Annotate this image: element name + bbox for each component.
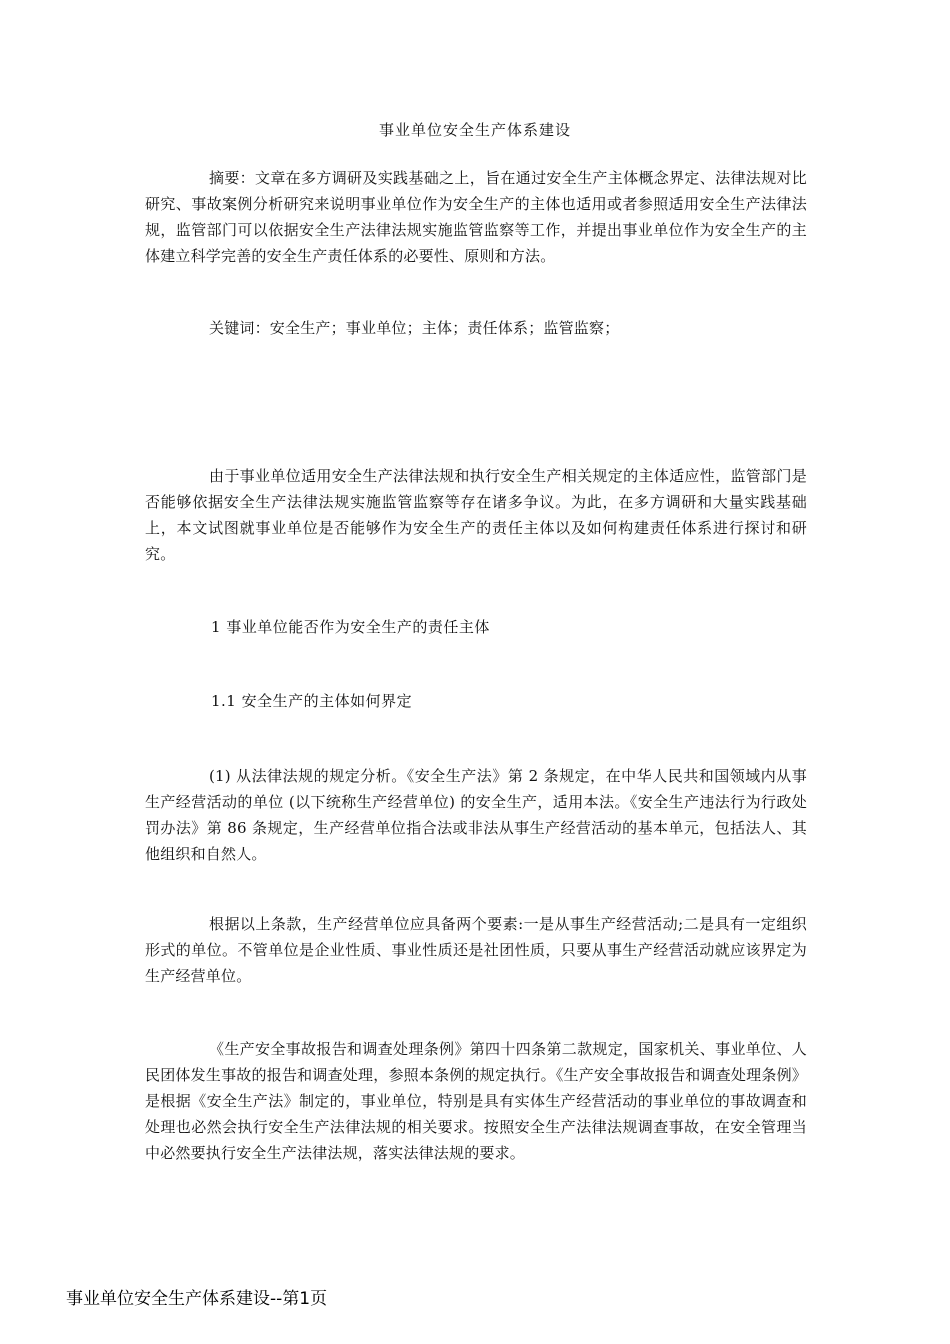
body-paragraph-2: 根据以上条款，生产经营单位应具备两个要素:一是从事生产经营活动;二是具有一定组织形式的单位。不管单位是企业性质、事业性质还是社团性质，只要从事生产经营活动就应该界定为生产经营单位。 bbox=[145, 915, 807, 985]
section-1-heading: 1 事业单位能否作为安全生产的责任主体 bbox=[211, 618, 490, 636]
abstract-paragraph: 摘要：文章在多方调研及实践基础之上，旨在通过安全生产主体概念界定、法律法规对比研究、事故案例分析研究来说明事业单位作为安全生产的主体也适用或者参照适用安全生产法律法规，监管部门可以依据安全生产法律法规实施监管监察等工作，并提出事业单位作为安全生产的主体建立科学完善的安全生产责任体系的必要性、原则和方法。 bbox=[145, 169, 807, 265]
body-paragraph-3: 《生产安全事故报告和调查处理条例》第四十四条第二款规定，国家机关、事业单位、人民团体发生事故的报告和调查处理，参照本条例的规定执行。《生产安全事故报告和调查处理条例》是根据《安全生产法》制定的，事业单位，特别是具有实体生产经营活动的事业单位的事故调查和处理也必然会执行安全生产法律法规的相关要求。按照安全生产法律法规调查事故，在安全管理当中必然要执行安全生产法律法规，落实法律法规的要求。 bbox=[145, 1040, 807, 1162]
section-1-1-heading: 1.1 安全生产的主体如何界定 bbox=[211, 692, 413, 710]
page-footer: 事业单位安全生产体系建设--第1页 bbox=[66, 1289, 328, 1309]
intro-paragraph: 由于事业单位适用安全生产法律法规和执行安全生产相关规定的主体适应性，监管部门是否能够依据安全生产法律法规实施监管监察等存在诸多争议。为此，在多方调研和大量实践基础上，本文试图就事业单位是否能够作为安全生产的责任主体以及如何构建责任体系进行探讨和研究。 bbox=[145, 467, 807, 563]
keywords-paragraph: 关键词：安全生产；事业单位；主体；责任体系；监管监察； bbox=[209, 319, 620, 337]
document-title: 事业单位安全生产体系建设 bbox=[378, 121, 571, 139]
body-paragraph-1: (1) 从法律法规的规定分析。《安全生产法》第 2 条规定，在中华人民共和国领域内从事生产经营活动的单位 (以下统称生产经营单位) 的安全生产，适用本法。《安全生产违法行为行政处罚办法》第 86 条规定，生产经营单位指合法或非法从事生产经营活动的基本单元，包括法人、其他组织和自然人。 bbox=[145, 767, 807, 863]
